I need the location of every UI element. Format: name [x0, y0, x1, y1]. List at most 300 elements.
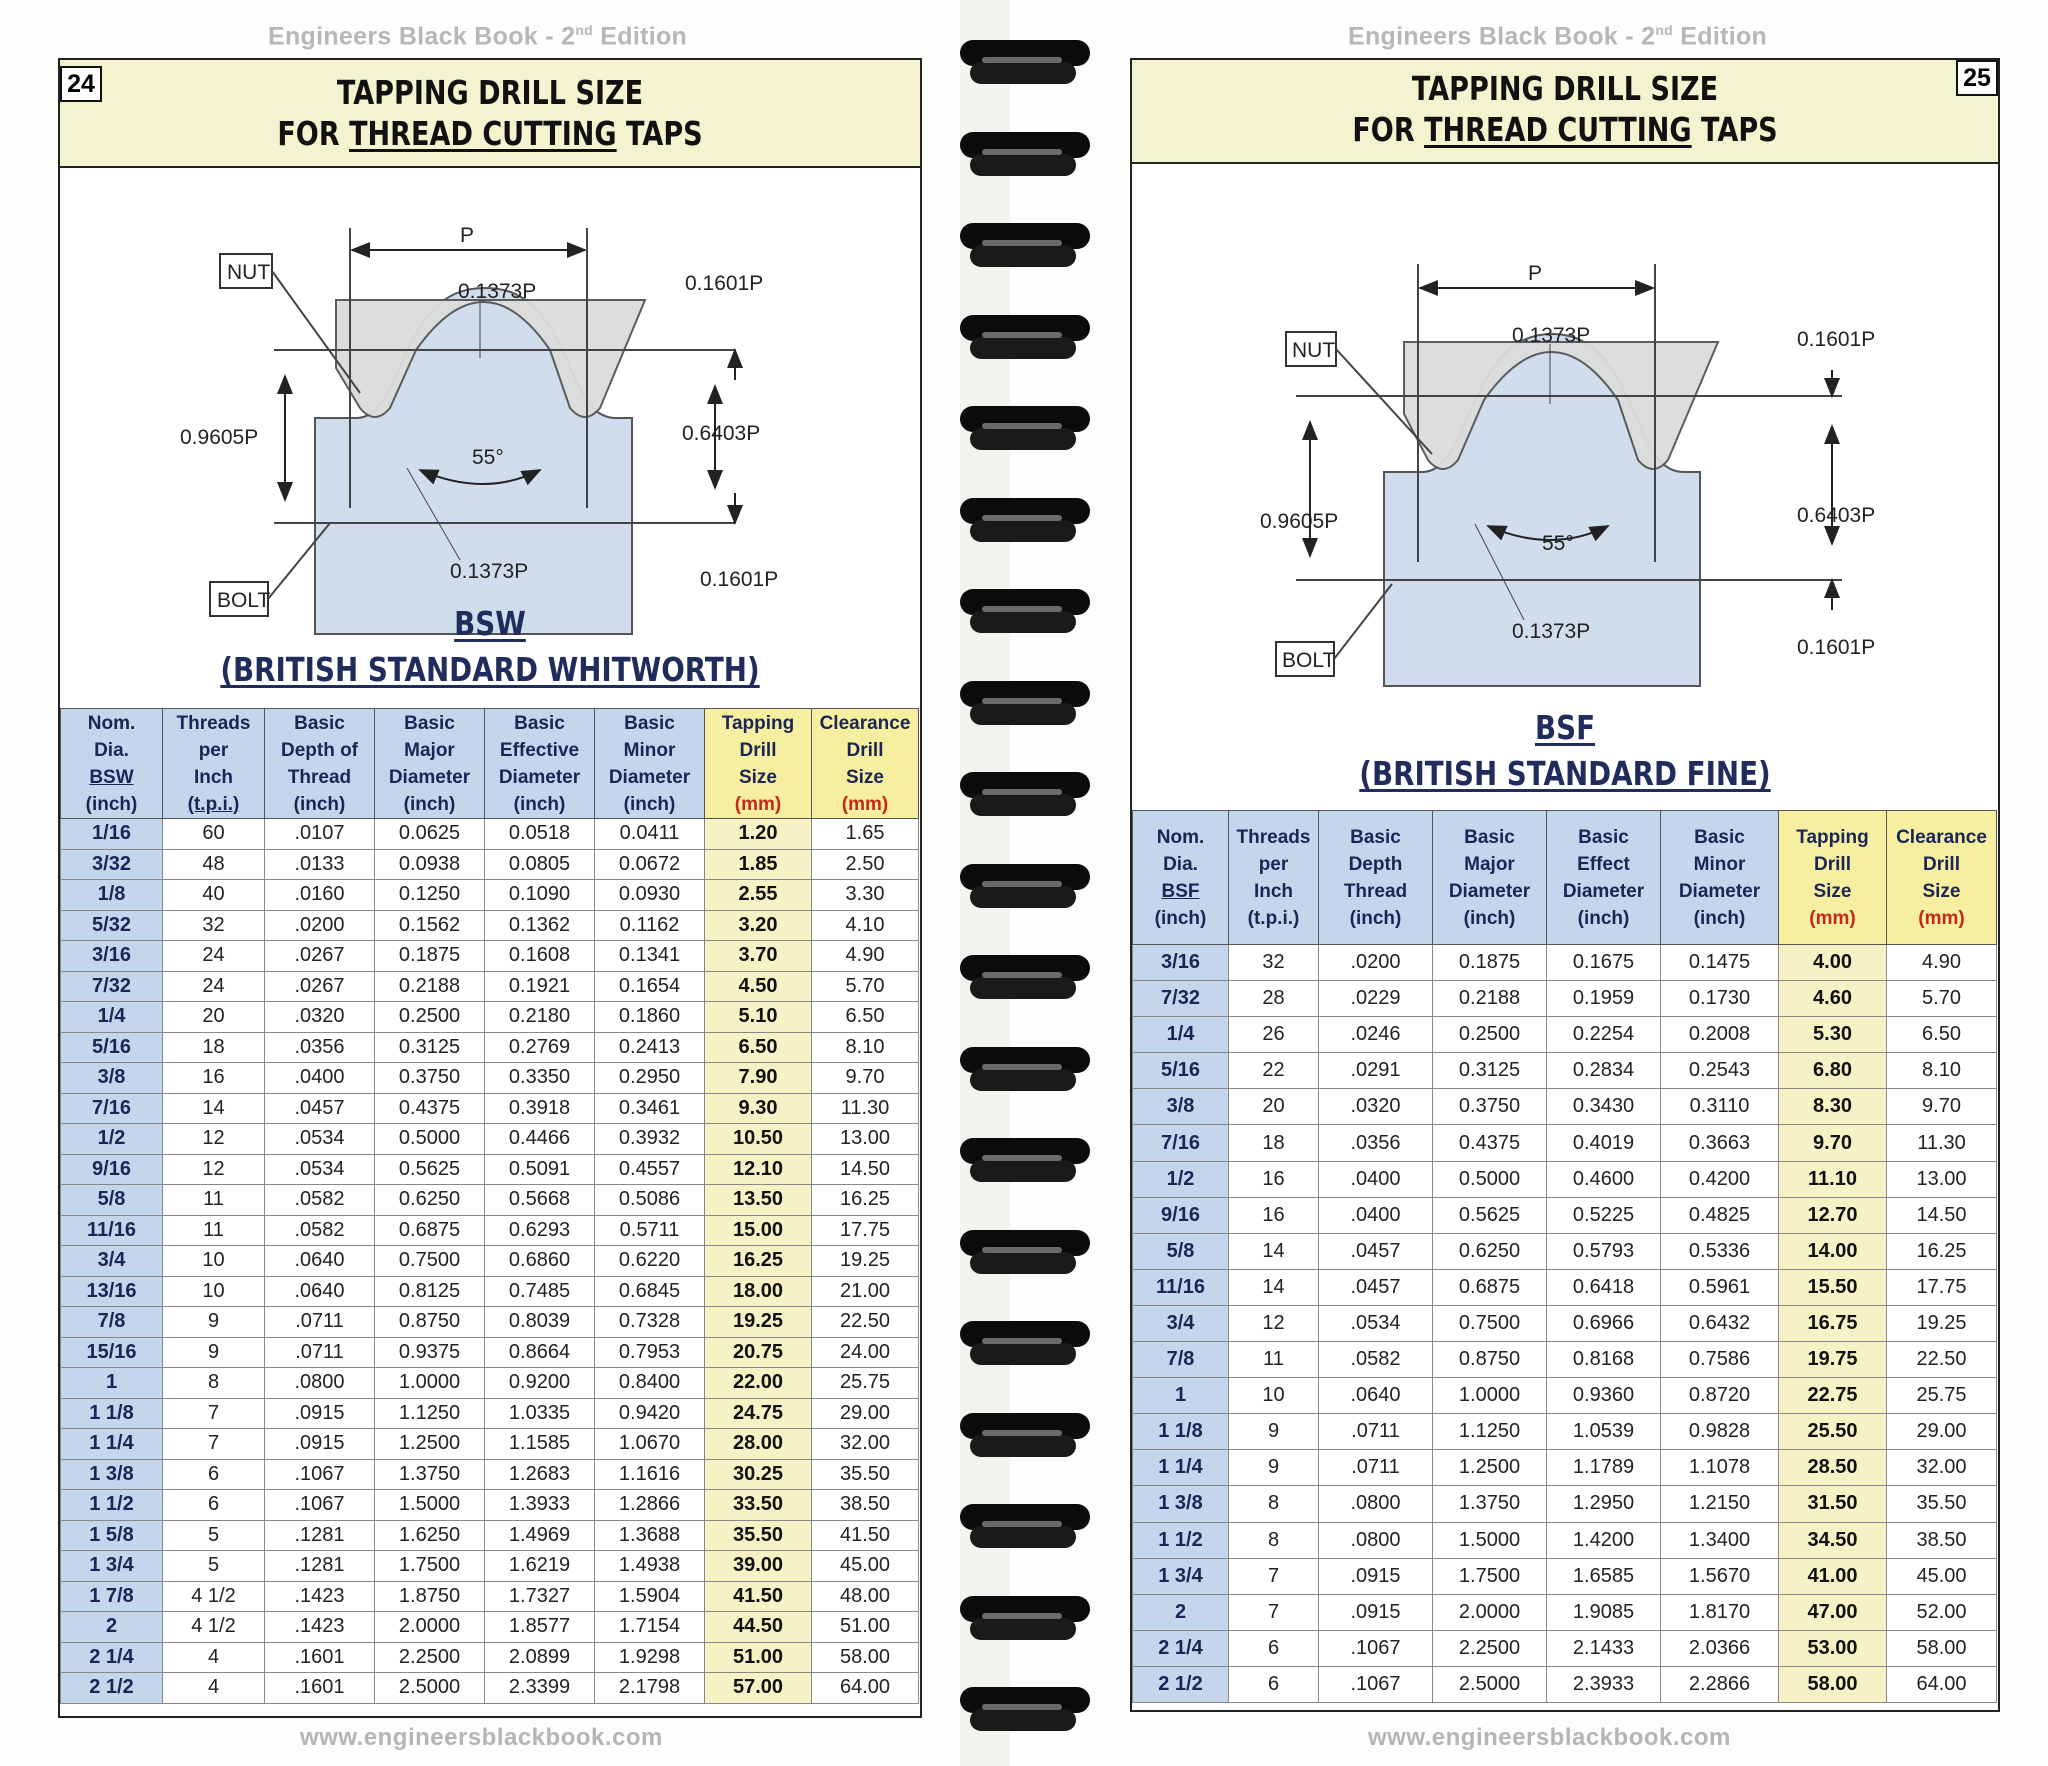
table-cell: 4 — [163, 1673, 265, 1704]
table-cell: 14.50 — [812, 1154, 919, 1185]
tapping-drill-cell: 28.00 — [705, 1429, 812, 1460]
column-header-line: Size — [1922, 880, 1961, 902]
tapping-drill-cell: 12.70 — [1779, 1197, 1887, 1233]
tapping-drill-cell: 9.70 — [1779, 1125, 1887, 1161]
table-cell: 5.70 — [1887, 981, 1997, 1017]
basic-depth-label: 0.6403P — [1797, 504, 1876, 527]
column-header-line: Basic — [1350, 826, 1401, 848]
table-cell: 0.4200 — [1661, 1161, 1779, 1197]
table-cell: 0.6250 — [375, 1185, 485, 1216]
nominal-diameter-cell: 11/16 — [61, 1215, 163, 1246]
table-cell: .0320 — [265, 1002, 375, 1033]
tapping-drill-cell: 6.80 — [1779, 1053, 1887, 1089]
table-cell: .0400 — [265, 1063, 375, 1094]
table-cell: 0.1675 — [1547, 945, 1661, 981]
table-row — [61, 1063, 919, 1094]
table-cell: .0534 — [265, 1154, 375, 1185]
column-header-line: Basic — [294, 712, 345, 734]
tapping-drill-cell: 4.60 — [1779, 981, 1887, 1017]
table-row — [1133, 1161, 1997, 1197]
table-cell: .0457 — [1319, 1233, 1433, 1269]
table-cell: 1.1078 — [1661, 1450, 1779, 1486]
table-cell: 2.3399 — [485, 1673, 595, 1704]
column-header-line: (inch) — [513, 793, 566, 815]
truncation-top-label: 0.1601P — [1797, 328, 1876, 351]
nominal-diameter-cell: 3/4 — [61, 1246, 163, 1277]
tapping-drill-cell: 15.00 — [705, 1215, 812, 1246]
table-cell: 0.6875 — [375, 1215, 485, 1246]
table-cell: 0.9375 — [375, 1337, 485, 1368]
table-cell: 0.9360 — [1547, 1378, 1661, 1414]
tapping-drill-cell: 57.00 — [705, 1673, 812, 1704]
table-cell: 2.3933 — [1547, 1666, 1661, 1702]
nominal-diameter-cell: 1/4 — [1133, 1017, 1229, 1053]
table-cell: 0.0938 — [375, 849, 485, 880]
table-cell: 1.3688 — [595, 1520, 705, 1551]
nominal-diameter-cell: 5/8 — [61, 1185, 163, 1216]
binding-ring — [960, 406, 1090, 450]
table-cell: 0.3663 — [1661, 1125, 1779, 1161]
nominal-diameter-cell: 1 3/4 — [61, 1551, 163, 1582]
table-cell: 17.75 — [1887, 1269, 1997, 1305]
tapping-drill-cell: 18.00 — [705, 1276, 812, 1307]
table-cell: 60 — [163, 819, 265, 850]
nominal-diameter-cell: 5/32 — [61, 910, 163, 941]
column-header-line: (mm) — [841, 793, 889, 815]
table-cell: 1.8750 — [375, 1581, 485, 1612]
table-cell: 0.0805 — [485, 849, 595, 880]
table-cell: 0.2834 — [1547, 1053, 1661, 1089]
column-header-line: Size — [845, 766, 885, 788]
table-cell: 1.4969 — [485, 1520, 595, 1551]
nominal-diameter-cell: 13/16 — [61, 1276, 163, 1307]
table-row — [61, 1246, 919, 1277]
bsf-table — [1132, 810, 1997, 1703]
table-cell: 2.2866 — [1661, 1666, 1779, 1702]
tapping-drill-cell: 35.50 — [705, 1520, 812, 1551]
table-cell: 0.3350 — [485, 1063, 595, 1094]
binding-ring — [960, 1596, 1090, 1640]
table-cell: 1.1585 — [485, 1429, 595, 1460]
nominal-diameter-cell: 1 — [1133, 1378, 1229, 1414]
table-cell: 11 — [163, 1215, 265, 1246]
table-cell: 0.0672 — [595, 849, 705, 880]
column-header-3 — [375, 709, 485, 819]
column-header-line: (inch) — [293, 793, 346, 815]
binding-ring — [960, 1687, 1090, 1731]
table-cell: 1.8577 — [485, 1612, 595, 1643]
table-cell: .0356 — [265, 1032, 375, 1063]
table-row — [61, 1551, 919, 1582]
table-cell: .0291 — [1319, 1053, 1433, 1089]
table-cell: 1.3400 — [1661, 1522, 1779, 1558]
table-cell: 1.5904 — [595, 1581, 705, 1612]
table-cell: 10 — [1229, 1378, 1319, 1414]
table-cell: 1.2866 — [595, 1490, 705, 1521]
table-cell: 12 — [1229, 1305, 1319, 1341]
tapping-drill-cell: 30.25 — [705, 1459, 812, 1490]
tapping-drill-cell: 51.00 — [705, 1642, 812, 1673]
table-cell: .1281 — [265, 1520, 375, 1551]
table-cell: 0.8750 — [1433, 1342, 1547, 1378]
table-cell: 1.6585 — [1547, 1558, 1661, 1594]
pitch-label: P — [1528, 262, 1543, 285]
nominal-diameter-cell: 1 3/8 — [1133, 1486, 1229, 1522]
table-cell: .1423 — [265, 1581, 375, 1612]
table-cell: .0200 — [265, 910, 375, 941]
table-cell: 0.5336 — [1661, 1233, 1779, 1269]
nominal-diameter-cell: 1/16 — [61, 819, 163, 850]
table-cell: 0.8664 — [485, 1337, 595, 1368]
table-cell: .0640 — [1319, 1378, 1433, 1414]
nominal-diameter-cell: 3/16 — [1133, 945, 1229, 981]
table-cell: 58.00 — [812, 1642, 919, 1673]
table-cell: 1.0000 — [375, 1368, 485, 1399]
table-cell: 0.0930 — [595, 880, 705, 911]
table-cell: 1.1250 — [375, 1398, 485, 1429]
nominal-diameter-cell: 2 1/2 — [61, 1673, 163, 1704]
table-cell: 0.5086 — [595, 1185, 705, 1216]
column-header-line: (inch) — [403, 793, 456, 815]
header-row — [1133, 811, 1997, 945]
table-cell: 1.2150 — [1661, 1486, 1779, 1522]
table-row — [61, 1520, 919, 1551]
page-title-line2: FOR THREAD CUTTING TAPS — [1352, 110, 1778, 149]
tapping-drill-cell: 39.00 — [705, 1551, 812, 1582]
column-header-line: per — [198, 739, 229, 761]
table-cell: 2.5000 — [375, 1673, 485, 1704]
tapping-drill-cell: 58.00 — [1779, 1666, 1887, 1702]
subtitle-full: (BRITISH STANDARD FINE) — [1359, 754, 1771, 793]
nut-label: NUT — [1292, 339, 1336, 362]
column-header-line: (inch) — [1349, 907, 1402, 929]
column-header-line: (inch) — [1154, 907, 1207, 929]
column-header-line: Nom. — [1156, 826, 1205, 848]
nominal-diameter-cell: 2 — [61, 1612, 163, 1643]
table-cell: 1.7154 — [595, 1612, 705, 1643]
table-cell: 0.1250 — [375, 880, 485, 911]
table-cell: .0915 — [1319, 1594, 1433, 1630]
table-cell: 10 — [163, 1246, 265, 1277]
table-cell: 0.4600 — [1547, 1161, 1661, 1197]
table-row — [61, 1459, 919, 1490]
table-row — [1133, 1558, 1997, 1594]
nominal-diameter-cell: 1/8 — [61, 880, 163, 911]
nominal-diameter-cell: 9/16 — [61, 1154, 163, 1185]
table-cell: 0.7500 — [1433, 1305, 1547, 1341]
table-cell: 9 — [163, 1307, 265, 1338]
edition-header: Engineers Black Book - 2nd Edition — [1348, 22, 1768, 51]
column-header-6 — [705, 709, 812, 819]
tapping-drill-cell: 13.50 — [705, 1185, 812, 1216]
column-header-1 — [1229, 811, 1319, 945]
table-cell: 20 — [163, 1002, 265, 1033]
nominal-diameter-cell: 5/8 — [1133, 1233, 1229, 1269]
table-row — [1133, 1666, 1997, 1702]
table-cell: 0.8168 — [1547, 1342, 1661, 1378]
tapping-drill-cell: 1.85 — [705, 849, 812, 880]
table-row — [61, 1276, 919, 1307]
table-cell: 6.50 — [1887, 1017, 1997, 1053]
table-cell: 0.4557 — [595, 1154, 705, 1185]
table-cell: .0800 — [1319, 1486, 1433, 1522]
table-cell: .0915 — [265, 1429, 375, 1460]
tapping-drill-cell: 10.50 — [705, 1124, 812, 1155]
table-cell: 9 — [163, 1337, 265, 1368]
table-cell: 1.7500 — [375, 1551, 485, 1582]
table-cell: 0.3750 — [375, 1063, 485, 1094]
nominal-diameter-cell: 1 3/4 — [1133, 1558, 1229, 1594]
table-cell: 1.3933 — [485, 1490, 595, 1521]
tapping-drill-cell: 16.25 — [705, 1246, 812, 1277]
nominal-diameter-cell: 3/16 — [61, 941, 163, 972]
table-row — [1133, 945, 1997, 981]
table-cell: 2.1433 — [1547, 1630, 1661, 1666]
table-cell: 19.25 — [812, 1246, 919, 1277]
table-cell: 29.00 — [812, 1398, 919, 1429]
subtitle-abbr: BSW — [454, 604, 526, 643]
table-row — [1133, 1089, 1997, 1125]
table-cell: 0.1362 — [485, 910, 595, 941]
table-cell: .0457 — [1319, 1269, 1433, 1305]
table-cell: 0.6845 — [595, 1276, 705, 1307]
column-header-2 — [1319, 811, 1433, 945]
table-cell: .0711 — [1319, 1450, 1433, 1486]
truncation-bottom-label: 0.1601P — [700, 568, 779, 591]
table-row — [61, 1032, 919, 1063]
tapping-drill-cell: 5.30 — [1779, 1017, 1887, 1053]
truncation-bottom-label: 0.1601P — [1797, 636, 1876, 659]
column-header-line: Basic — [1464, 826, 1515, 848]
table-row — [61, 1215, 919, 1246]
table-cell: 58.00 — [1887, 1630, 1997, 1666]
table-cell: .1067 — [265, 1459, 375, 1490]
header-row — [61, 709, 919, 819]
column-header-line: Nom. — [87, 712, 136, 734]
bsw-thread-diagram — [60, 168, 916, 638]
table-cell: 25.75 — [1887, 1378, 1997, 1414]
column-header-line: Basic — [1694, 826, 1745, 848]
table-cell: 0.8400 — [595, 1368, 705, 1399]
nominal-diameter-cell: 2 1/2 — [1133, 1666, 1229, 1702]
table-cell: 7 — [1229, 1558, 1319, 1594]
table-cell: .0711 — [265, 1307, 375, 1338]
root-flat-label: 0.1373P — [1512, 620, 1591, 643]
column-header-line: Dia. — [94, 739, 129, 761]
table-cell: 6.50 — [812, 1002, 919, 1033]
table-cell: 14 — [1229, 1233, 1319, 1269]
table-cell: 7 — [163, 1429, 265, 1460]
root-flat-label: 0.1373P — [450, 560, 529, 583]
table-cell: 0.4466 — [485, 1124, 595, 1155]
left-page — [0, 0, 960, 1766]
right-page — [1010, 0, 2048, 1766]
table-cell: 0.2950 — [595, 1063, 705, 1094]
tapping-drill-cell: 1.20 — [705, 819, 812, 850]
table-row — [61, 971, 919, 1002]
table-cell: 48 — [163, 849, 265, 880]
crest-flat-top-label: 0.1373P — [1512, 324, 1591, 347]
bsf-thread-diagram — [1132, 164, 1994, 724]
tapping-drill-cell: 34.50 — [1779, 1522, 1887, 1558]
table-cell: 1.1250 — [1433, 1414, 1547, 1450]
table-cell: 22.50 — [812, 1307, 919, 1338]
table-cell: 11 — [1229, 1342, 1319, 1378]
tapping-drill-cell: 12.10 — [705, 1154, 812, 1185]
table-cell: 0.6220 — [595, 1246, 705, 1277]
table-cell: 9 — [1229, 1414, 1319, 1450]
page-number: 25 — [1956, 60, 1998, 96]
table-cell: 0.6875 — [1433, 1269, 1547, 1305]
table-cell: 1.1789 — [1547, 1450, 1661, 1486]
table-cell: .0534 — [1319, 1305, 1433, 1341]
nominal-diameter-cell: 1 5/8 — [61, 1520, 163, 1551]
table-cell: 0.9420 — [595, 1398, 705, 1429]
table-row — [61, 1185, 919, 1216]
column-header-line: Diameter — [1448, 880, 1531, 902]
tapping-drill-cell: 3.70 — [705, 941, 812, 972]
table-row — [1133, 1125, 1997, 1161]
table-cell: 0.1921 — [485, 971, 595, 1002]
column-header-7 — [812, 709, 919, 819]
table-cell: 0.7485 — [485, 1276, 595, 1307]
column-header-line: Tapping — [1796, 826, 1869, 848]
table-cell: 4 1/2 — [163, 1581, 265, 1612]
table-cell: .0400 — [1319, 1197, 1433, 1233]
table-cell: 1.2950 — [1547, 1486, 1661, 1522]
column-header-line: Effective — [499, 739, 580, 761]
table-cell: 6 — [163, 1490, 265, 1521]
table-cell: 0.3918 — [485, 1093, 595, 1124]
binding-ring — [960, 1230, 1090, 1274]
nominal-diameter-cell: 3/8 — [61, 1063, 163, 1094]
table-cell: .0267 — [265, 941, 375, 972]
nominal-diameter-cell: 7/8 — [61, 1307, 163, 1338]
nut-label: NUT — [227, 261, 271, 284]
table-cell: 14 — [163, 1093, 265, 1124]
table-cell: .1067 — [1319, 1666, 1433, 1702]
nominal-diameter-cell: 3/32 — [61, 849, 163, 880]
table-cell: 1.5000 — [375, 1490, 485, 1521]
nominal-diameter-cell: 5/16 — [1133, 1053, 1229, 1089]
column-header-line: Basic — [404, 712, 455, 734]
table-cell: 1.7327 — [485, 1581, 595, 1612]
table-cell: 12 — [163, 1124, 265, 1155]
column-header-line: Diameter — [608, 766, 691, 788]
tapping-drill-cell: 14.00 — [1779, 1233, 1887, 1269]
table-cell: 0.6250 — [1433, 1233, 1547, 1269]
nominal-diameter-cell: 1/4 — [61, 1002, 163, 1033]
column-header-line: Basic — [514, 712, 565, 734]
table-cell: 1.3750 — [1433, 1486, 1547, 1522]
table-cell: .1601 — [265, 1673, 375, 1704]
column-header-line: Drill — [846, 739, 884, 761]
table-row — [61, 1093, 919, 1124]
column-header-line: per — [1258, 853, 1289, 875]
table-cell: 64.00 — [812, 1673, 919, 1704]
table-cell: 20 — [1229, 1089, 1319, 1125]
column-header-7 — [1887, 811, 1997, 945]
table-cell: 0.4375 — [1433, 1125, 1547, 1161]
table-cell: 9.70 — [812, 1063, 919, 1094]
nominal-diameter-cell: 7/32 — [61, 971, 163, 1002]
column-header-1 — [163, 709, 265, 819]
table-cell: 0.6418 — [1547, 1269, 1661, 1305]
page-number: 24 — [60, 66, 102, 102]
table-row — [1133, 1414, 1997, 1450]
tapping-drill-cell: 11.10 — [1779, 1161, 1887, 1197]
table-row — [1133, 1486, 1997, 1522]
nominal-diameter-cell: 1/2 — [61, 1124, 163, 1155]
page-title-line2: FOR THREAD CUTTING TAPS — [277, 114, 703, 153]
nominal-diameter-cell: 1 1/2 — [61, 1490, 163, 1521]
bsf-frame — [1130, 58, 2000, 1712]
column-header-line: Tapping — [721, 712, 795, 734]
table-cell: 32.00 — [812, 1429, 919, 1460]
table-row — [1133, 1197, 1997, 1233]
table-cell: 24 — [163, 971, 265, 1002]
table-cell: 16 — [1229, 1161, 1319, 1197]
binding-ring — [960, 1047, 1090, 1091]
table-cell: 0.2769 — [485, 1032, 595, 1063]
table-cell: 0.1959 — [1547, 981, 1661, 1017]
table-cell: 2.0366 — [1661, 1630, 1779, 1666]
table-cell: 0.2008 — [1661, 1017, 1779, 1053]
binding-ring — [960, 1321, 1090, 1365]
table-cell: 4 1/2 — [163, 1612, 265, 1643]
table-cell: 0.3932 — [595, 1124, 705, 1155]
table-cell: 24.00 — [812, 1337, 919, 1368]
footer-url: www.engineersblackbook.com — [300, 1724, 663, 1751]
table-cell: .0582 — [1319, 1342, 1433, 1378]
thread-depth-label: 0.9605P — [180, 426, 259, 449]
title-band — [1132, 60, 1998, 164]
tapping-drill-cell: 22.75 — [1779, 1378, 1887, 1414]
table-cell: 0.1875 — [1433, 945, 1547, 981]
table-cell: 7 — [163, 1398, 265, 1429]
column-header-line: Inch — [1253, 880, 1294, 902]
table-cell: .0229 — [1319, 981, 1433, 1017]
table-cell: 22 — [1229, 1053, 1319, 1089]
tapping-drill-cell: 53.00 — [1779, 1630, 1887, 1666]
table-cell: 4.90 — [1887, 945, 1997, 981]
column-header-line: (inch) — [1577, 907, 1630, 929]
column-header-line: Drill — [739, 739, 777, 761]
tapping-drill-cell: 6.50 — [705, 1032, 812, 1063]
table-cell: 2.0000 — [1433, 1594, 1547, 1630]
table-cell: 3.30 — [812, 880, 919, 911]
table-row — [61, 1612, 919, 1643]
table-cell: 0.5225 — [1547, 1197, 1661, 1233]
tapping-drill-cell: 3.20 — [705, 910, 812, 941]
table-cell: 0.1341 — [595, 941, 705, 972]
tapping-drill-cell: 41.50 — [705, 1581, 812, 1612]
table-cell: 0.8750 — [375, 1307, 485, 1338]
table-cell: .0400 — [1319, 1161, 1433, 1197]
table-cell: 0.3125 — [375, 1032, 485, 1063]
table-cell: 41.50 — [812, 1520, 919, 1551]
table-cell: 0.5625 — [375, 1154, 485, 1185]
tapping-drill-cell: 4.50 — [705, 971, 812, 1002]
table-cell: .0267 — [265, 971, 375, 1002]
binding-ring — [960, 681, 1090, 725]
page-title: TAPPING DRILL SIZE — [336, 73, 644, 112]
tapping-drill-cell: 19.25 — [705, 1307, 812, 1338]
table-cell: 6 — [1229, 1666, 1319, 1702]
column-header-line: (t.p.i.) — [1247, 907, 1300, 929]
table-cell: 5 — [163, 1520, 265, 1551]
table-cell: .0582 — [265, 1185, 375, 1216]
